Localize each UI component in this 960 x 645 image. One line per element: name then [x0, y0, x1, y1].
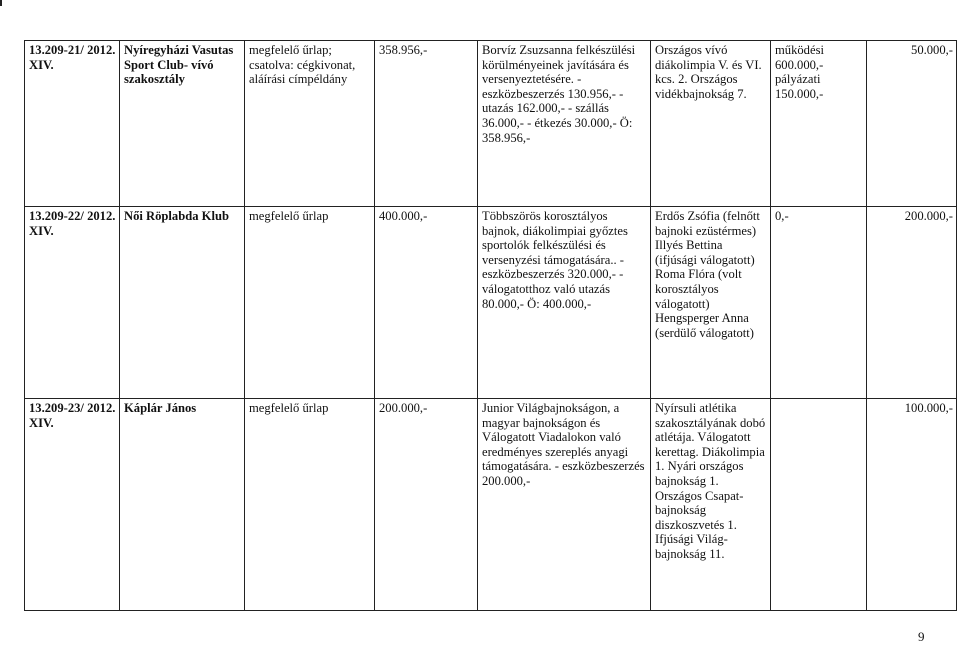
table-row — [25, 41, 957, 207]
granted-amount-cell: 50.000,- — [867, 41, 957, 207]
results-cell: Erdős Zsófia (felnőtt bajnoki ezüstérmes) Illyés Bettina (ifjúsági válogatott) Roma Flóra (volt korosztályos válogatott) Hengsperger Anna (serdülő válogatott) — [651, 207, 771, 399]
purpose-cell: Borvíz Zsuzsanna felkészülési körülményeinek javítására és versenyeztetésére. - eszközbeszerzés 130.956,- - utazás 162.000,- - szállás 36.000,- - étkezés 30.000,- Ö: 358.956,- — [478, 41, 651, 207]
case-id-cell: 13.209-22/ 2012. XIV. — [25, 207, 120, 399]
results-cell: Nyírsuli atlétika szakosztályának dobó atlétája. Válogatott kerettag. Diákolimpia 1. Nyári országos bajnokság 1. Országos Csapat- bajnokság diszkoszvetés 1. Ifjúsági Világ- bajnokság 11. — [651, 399, 771, 611]
case-id-cell: 13.209-23/ 2012. XIV. — [25, 399, 120, 611]
case-id-cell: 13.209-21/ 2012. XIV. — [25, 41, 120, 207]
other-support-cell: 0,- — [771, 207, 867, 399]
applicant-cell: Nyíregyházi Vasutas Sport Club- vívó szakosztály — [120, 41, 245, 207]
grant-table — [24, 40, 957, 611]
purpose-cell: Többszörös korosztályos bajnok, diákolimpiai győztes sportolók felkészülési és versenyzési támogatására.. - eszközbeszerzés 320.000,- - válogatotthoz való utazás 80.000,- Ö: 400.000,- — [478, 207, 651, 399]
granted-amount-cell: 200.000,- — [867, 207, 957, 399]
purpose-cell: Junior Világbajnokságon, a magyar bajnokságon és Válogatott Viadalokon való eredményes szereplés anyagi támogatására. - eszközbeszerzés 200.000,- — [478, 399, 651, 611]
attachments-cell: megfelelő űrlap — [245, 399, 375, 611]
table-row — [25, 207, 957, 399]
requested-amount-cell: 400.000,- — [375, 207, 478, 399]
granted-amount-cell: 100.000,- — [867, 399, 957, 611]
applicant-cell: Káplár János — [120, 399, 245, 611]
attachments-cell: megfelelő űrlap — [245, 207, 375, 399]
table-row — [25, 399, 957, 611]
other-support-cell — [771, 399, 867, 611]
requested-amount-cell: 358.956,- — [375, 41, 478, 207]
attachments-cell: megfelelő űrlap; csatolva: cégkivonat, aláírási címpéldány — [245, 41, 375, 207]
other-support-cell: működési 600.000,- pályázati 150.000,- — [771, 41, 867, 207]
applicant-cell: Női Röplabda Klub — [120, 207, 245, 399]
requested-amount-cell: 200.000,- — [375, 399, 478, 611]
page-number: 9 — [918, 629, 925, 644]
results-cell: Országos vívó diákolimpia V. és VI. kcs. 2. Országos vidékbajnokság 7. — [651, 41, 771, 207]
page-edge-mark — [0, 0, 2, 6]
